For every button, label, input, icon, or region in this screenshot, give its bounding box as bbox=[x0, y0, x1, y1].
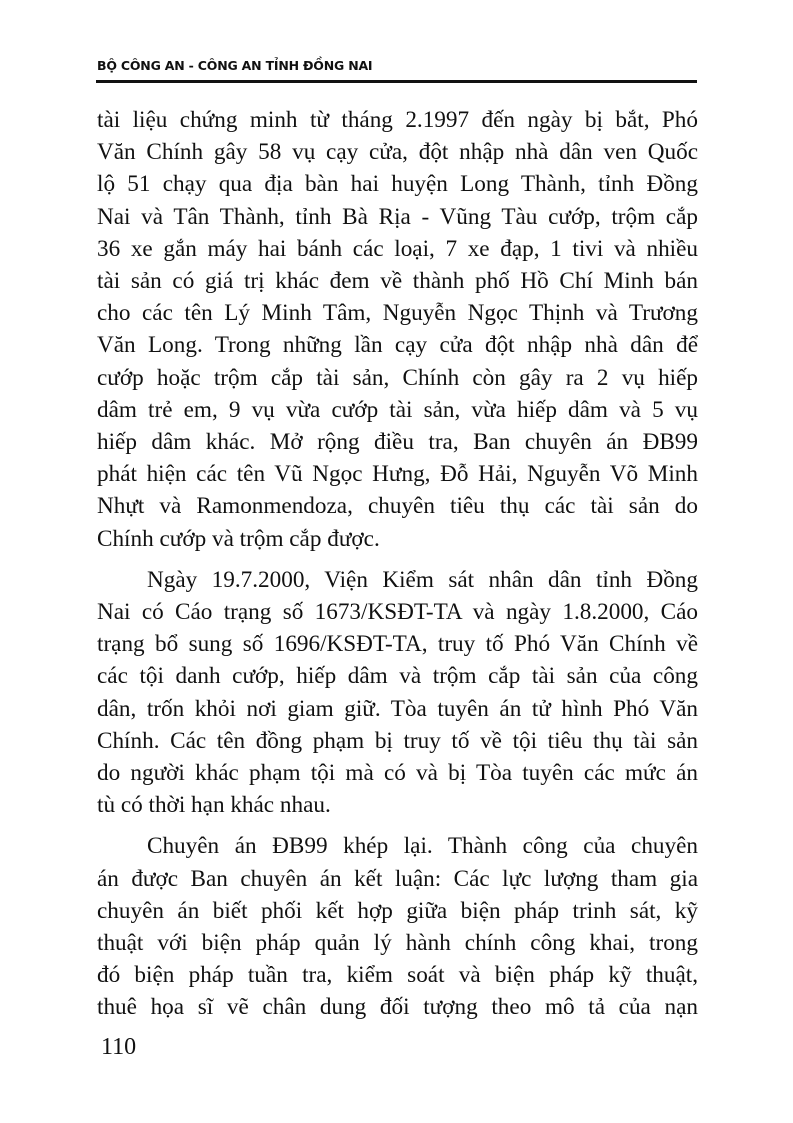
running-header: BỘ CÔNG AN - CÔNG AN TỈNH ĐỒNG NAI bbox=[97, 58, 373, 73]
text-line: Chuyên án ĐB99 khép lại. Thành công của chuyên bbox=[147, 833, 698, 860]
paragraph-2 bbox=[97, 564, 698, 822]
text-line: hiếp dâm khác. Mở rộng điều tra, Ban chuyên án ĐB99 bbox=[97, 429, 698, 456]
text-line: thuê họa sĩ vẽ chân dung đối tượng theo mô tả của nạn bbox=[97, 994, 698, 1021]
text-line: tài sản có giá trị khác đem về thành phố Hồ Chí Minh bán bbox=[97, 268, 698, 295]
text-line: cướp hoặc trộm cắp tài sản, Chính còn gây ra 2 vụ hiếp bbox=[97, 364, 698, 391]
text-line: Ngày 19.7.2000, Viện Kiểm sát nhân dân tỉnh Đồng bbox=[147, 566, 698, 593]
text-line: án được Ban chuyên án kết luận: Các lực lượng tham gia bbox=[97, 865, 698, 892]
text-line: do người khác phạm tội mà có và bị Tòa tuyên các mức án bbox=[97, 760, 698, 787]
header-rule bbox=[96, 80, 697, 83]
text-line: cho các tên Lý Minh Tâm, Nguyễn Ngọc Thịnh và Trương bbox=[97, 300, 698, 327]
text-line: tài liệu chứng minh từ tháng 2.1997 đến ngày bị bắt, Phó bbox=[97, 107, 698, 133]
paragraph-1 bbox=[97, 104, 698, 555]
text-line: tù có thời hạn khác nhau. bbox=[97, 792, 331, 819]
text-line: Chính. Các tên đồng phạm bị truy tố về tội tiêu thụ tài sản bbox=[97, 727, 698, 754]
text-line: chuyên án biết phối kết hợp giữa biện pháp trinh sát, kỹ bbox=[97, 897, 698, 924]
text-line: Nai và Tân Thành, tỉnh Bà Rịa - Vũng Tàu cướp, trộm cắp bbox=[97, 203, 698, 230]
text-line: Nai có Cáo trạng số 1673/KSĐT-TA và ngày 1.8.2000, Cáo bbox=[97, 599, 698, 626]
text-line: lộ 51 chạy qua địa bàn hai huyện Long Thành, tỉnh Đồng bbox=[97, 171, 698, 198]
page-number: 110 bbox=[101, 1034, 137, 1060]
text-line: dâm trẻ em, 9 vụ vừa cướp tài sản, vừa hiếp dâm và 5 vụ bbox=[97, 396, 698, 423]
text-line: Nhựt và Ramonmendoza, chuyên tiêu thụ các tài sản do bbox=[97, 493, 698, 520]
text-line: Văn Long. Trong những lần cạy cửa đột nhập nhà dân để bbox=[97, 332, 698, 359]
text-line: Chính cướp và trộm cắp được. bbox=[97, 525, 380, 552]
text-line: Văn Chính gây 58 vụ cạy cửa, đột nhập nhà dân ven Quốc bbox=[97, 139, 698, 166]
paragraph-3 bbox=[97, 830, 698, 1023]
text-line: dân, trốn khỏi nơi giam giữ. Tòa tuyên án tử hình Phó Văn bbox=[97, 695, 698, 722]
text-line: thuật với biện pháp quản lý hành chính công khai, trong bbox=[97, 930, 698, 957]
text-line: trạng bổ sung số 1696/KSĐT-TA, truy tố Phó Văn Chính về bbox=[97, 631, 698, 658]
text-line: 36 xe gắn máy hai bánh các loại, 7 xe đạp, 1 tivi và nhiều bbox=[97, 235, 698, 262]
text-line: đó biện pháp tuần tra, kiểm soát và biện pháp kỹ thuật, bbox=[97, 962, 698, 989]
body-text bbox=[97, 104, 698, 1024]
text-line: các tội danh cướp, hiếp dâm và trộm cắp tài sản của công bbox=[97, 663, 698, 690]
text-line: phát hiện các tên Vũ Ngọc Hưng, Đỗ Hải, Nguyễn Võ Minh bbox=[97, 461, 698, 488]
